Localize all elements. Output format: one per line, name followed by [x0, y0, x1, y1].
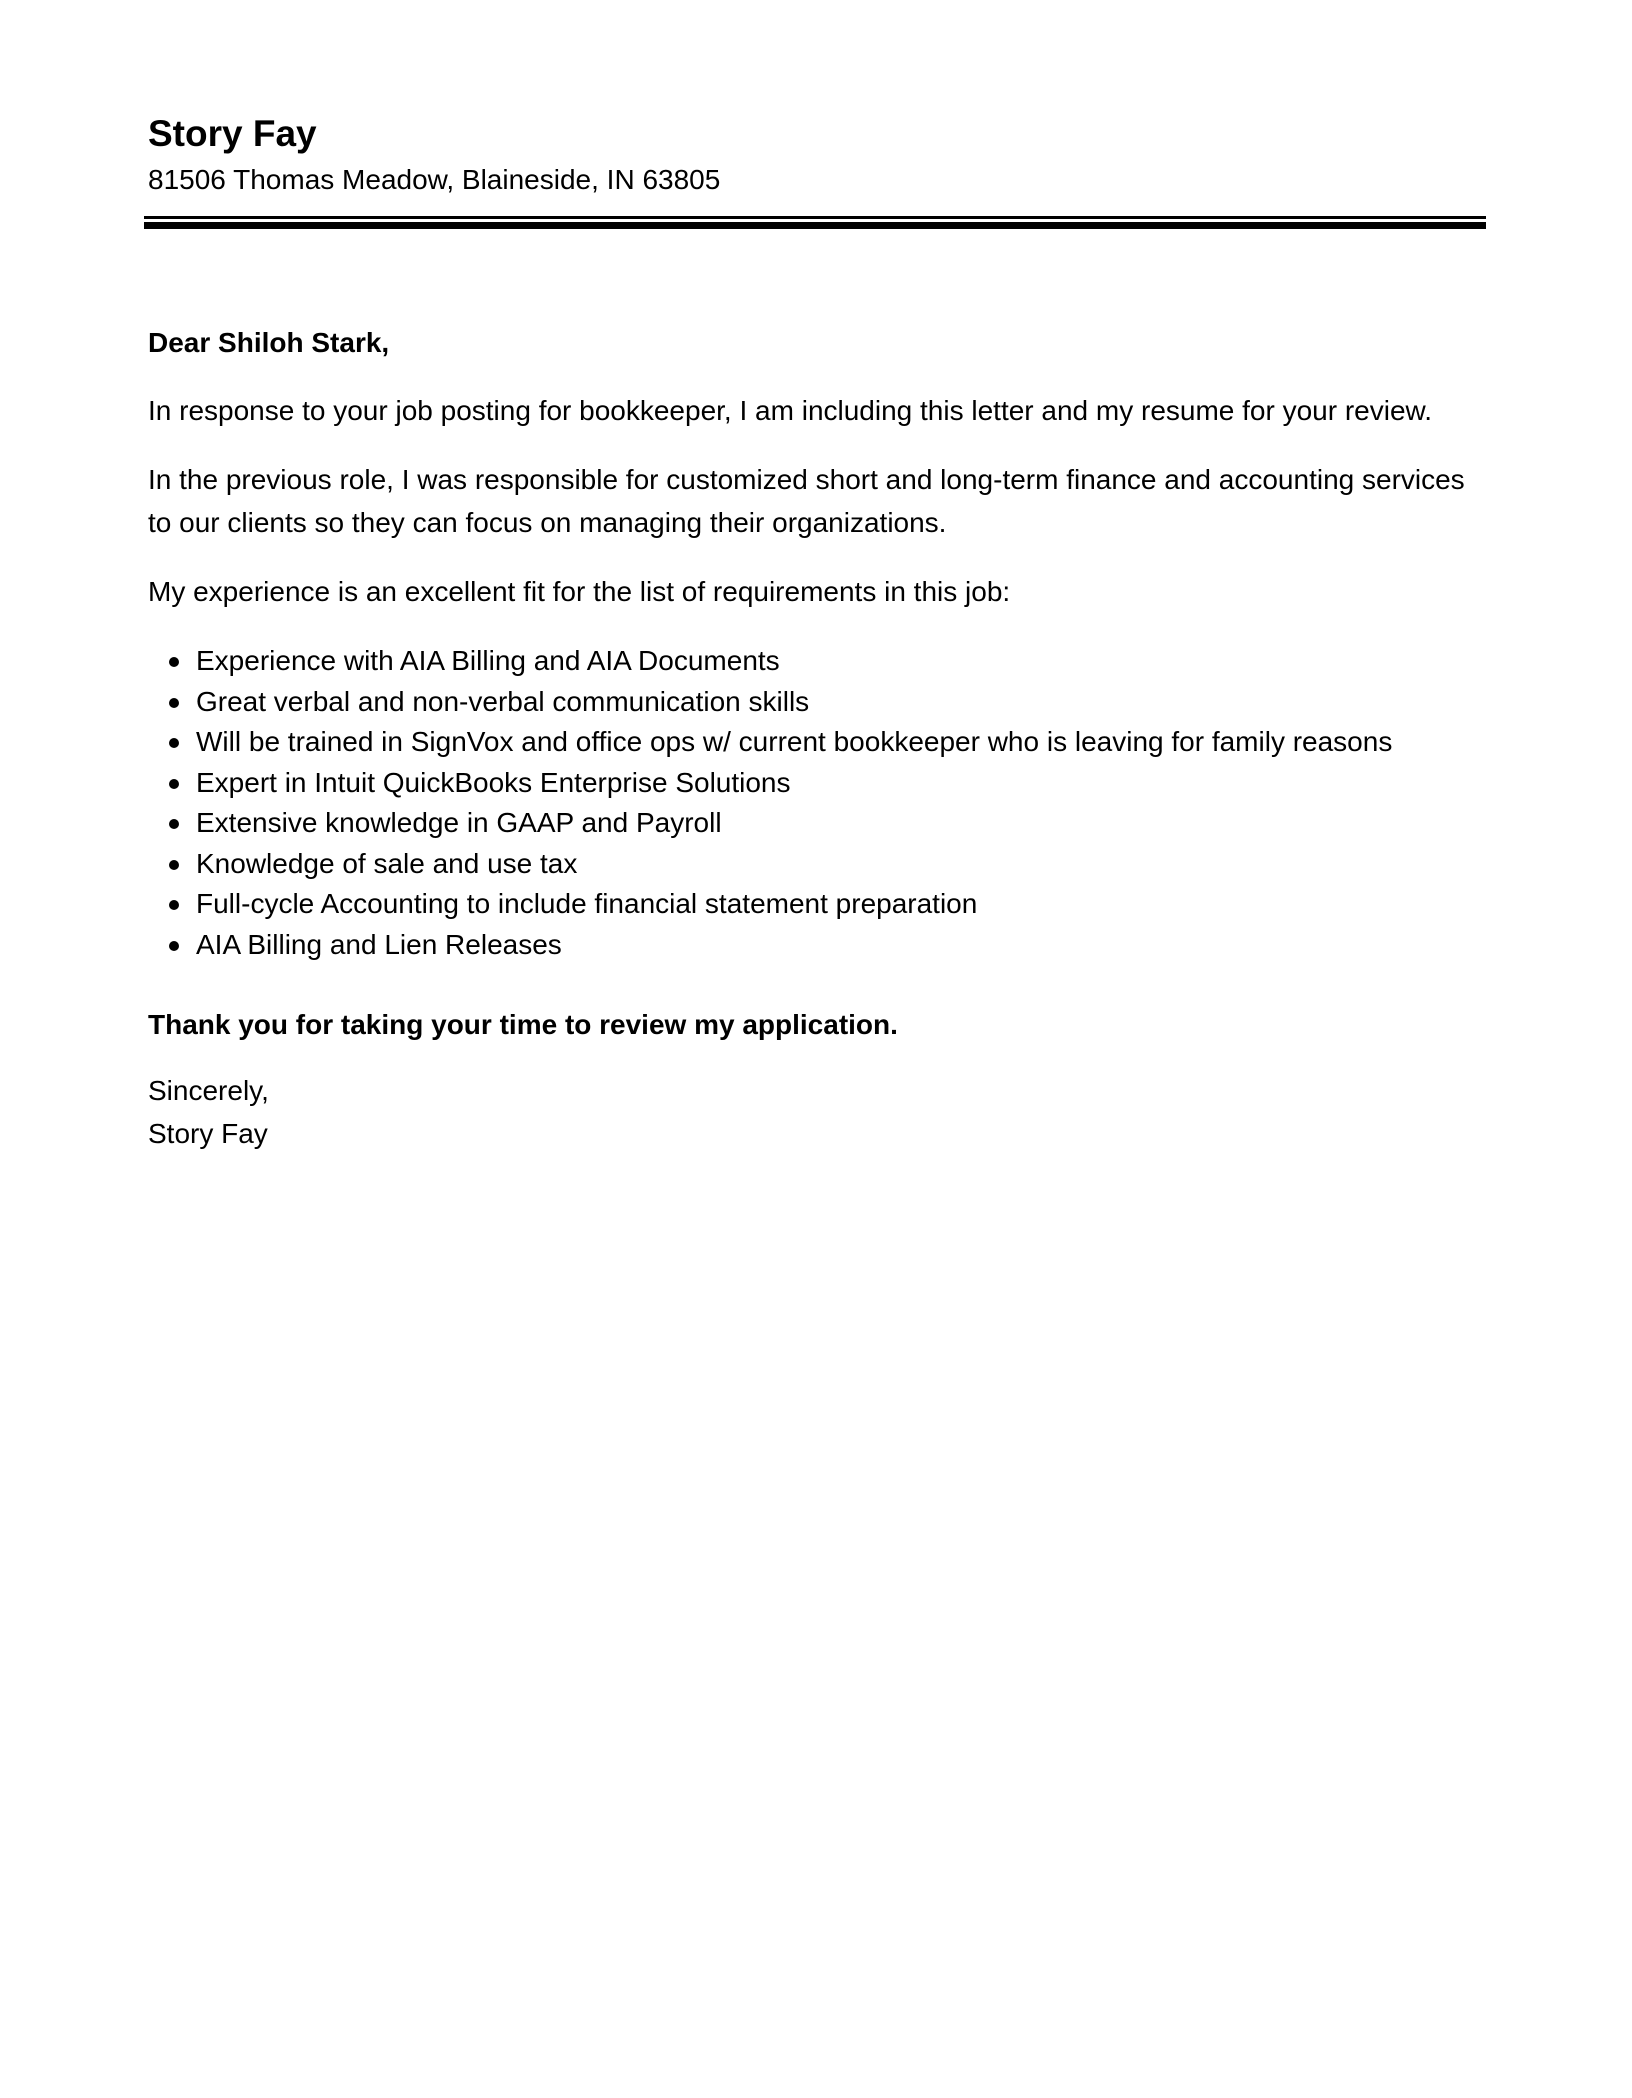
list-item-text: Experience with AIA Billing and AIA Documents — [196, 645, 780, 676]
requirements-list — [148, 641, 1490, 965]
closing-phrase: Sincerely, — [148, 1075, 269, 1106]
list-item-text: Will be trained in SignVox and office ops w/ current bookkeeper who is leaving for family reasons — [196, 726, 1393, 757]
list-item — [148, 803, 1490, 844]
bullet-icon — [169, 900, 179, 910]
list-item — [148, 722, 1490, 763]
bullet-icon — [169, 738, 179, 748]
list-item — [148, 925, 1490, 966]
signature-name: Story Fay — [148, 1118, 268, 1149]
list-item-text: Great verbal and non-verbal communication skills — [196, 685, 810, 717]
list-item-text: AIA Billing and Lien Releases — [196, 928, 562, 960]
experience-paragraph: In the previous role, I was responsible for customized short and long-term finance and accounting services to our clients so they can focus on managing their organizations. — [148, 464, 1465, 538]
list-item-text: Full-cycle Accounting to include financial statement preparation — [196, 888, 978, 919]
list-item — [148, 641, 1490, 682]
bullet-icon — [169, 657, 179, 667]
thank-you-line: Thank you for taking your time to review my application. — [148, 1009, 898, 1040]
header-divider — [144, 216, 1486, 229]
fit-paragraph: My experience is an excellent fit for the list of requirements in this job: — [148, 576, 1011, 607]
list-item-text: Knowledge of sale and use tax — [196, 847, 578, 879]
bullet-icon — [169, 779, 179, 789]
bullet-icon — [169, 941, 179, 951]
letter-header — [148, 108, 1490, 229]
list-item — [148, 763, 1490, 804]
salutation: Dear Shiloh Stark, — [148, 327, 390, 358]
list-item-text: Expert in Intuit QuickBooks Enterprise Solutions — [196, 766, 791, 798]
intro-paragraph: In response to your job posting for bookkeeper, I am including this letter and my resume for your review. — [148, 395, 1432, 426]
list-item — [148, 682, 1490, 723]
bullet-icon — [169, 819, 179, 829]
bullet-icon — [169, 698, 179, 708]
sender-address: 81506 Thomas Meadow, Blaineside, IN 63805 — [148, 164, 721, 195]
sender-name: Story Fay — [148, 113, 317, 154]
list-item — [148, 844, 1490, 885]
bullet-icon — [169, 860, 179, 870]
list-item-text: Extensive knowledge in GAAP and Payroll — [196, 807, 722, 838]
list-item — [148, 884, 1490, 925]
closing-block — [148, 1069, 1490, 1155]
letter-page — [148, 108, 1490, 1155]
